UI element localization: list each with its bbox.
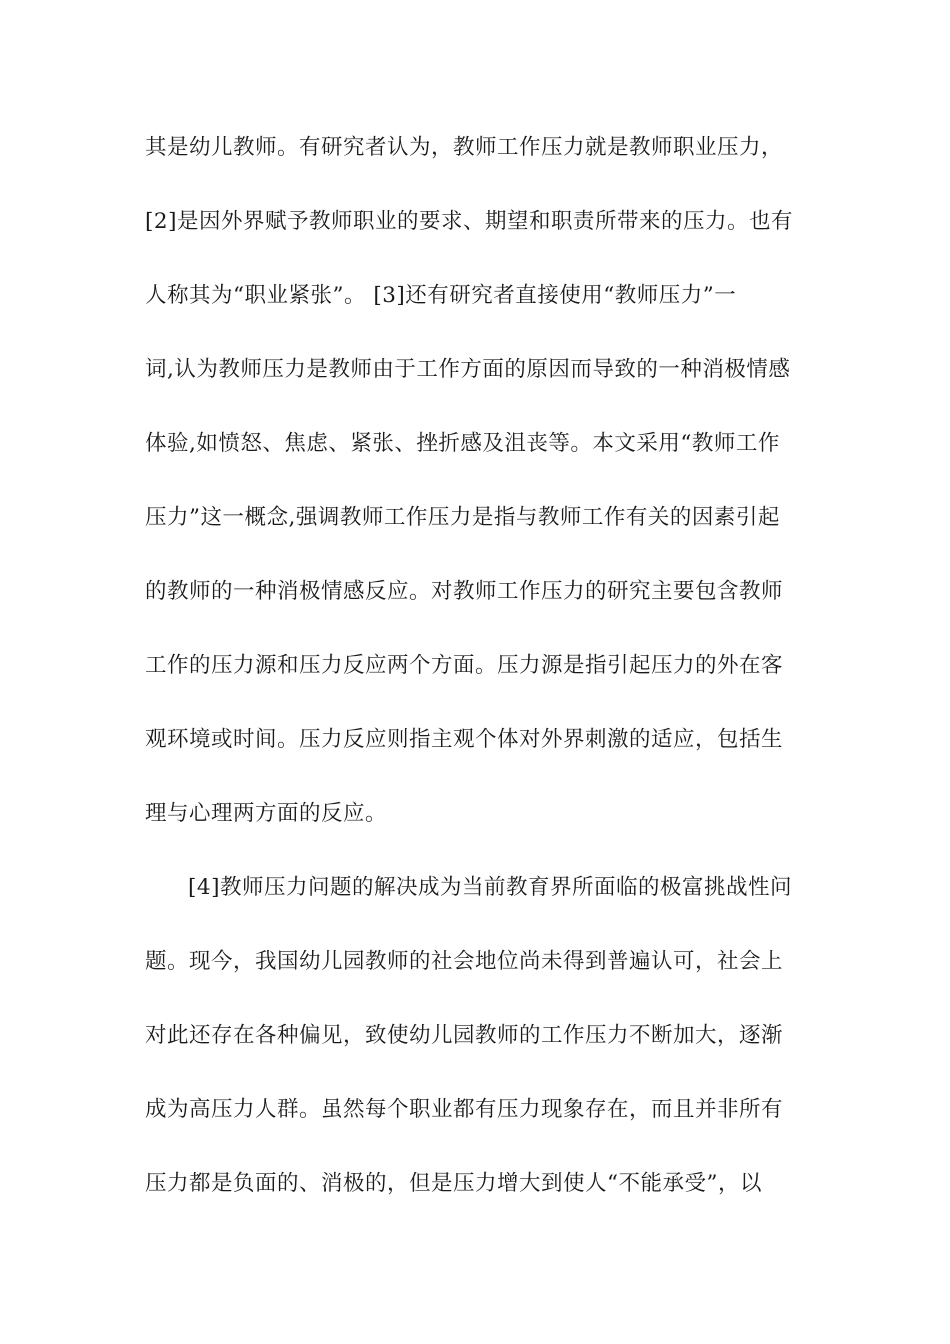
text-line: 的教师的一种消极情感反应。对教师工作压力的研究主要包含教师 bbox=[145, 579, 784, 604]
text-line: 体验,如愤怒、焦虑、紧张、挫折感及沮丧等。本文采用“教师工作 bbox=[145, 431, 780, 456]
text-line: 人称其为“职业紧张”。 [3]还有研究者直接使用“教师压力”一 bbox=[145, 283, 737, 308]
text-line: 压力都是负面的、消极的，但是压力增大到使人“不能承受”，以 bbox=[145, 1171, 762, 1196]
text-line: 工作的压力源和压力反应两个方面。压力源是指引起压力的外在客 bbox=[145, 653, 784, 678]
text-line: 观环境或时间。压力反应则指主观个体对外界刺激的适应，包括生 bbox=[145, 727, 784, 752]
text-line: [2]是因外界赋予教师职业的要求、期望和职责所带来的压力。也有 bbox=[145, 209, 793, 234]
text-line: 成为高压力人群。虽然每个职业都有压力现象存在，而且并非所有 bbox=[145, 1097, 784, 1122]
paragraph-first-line: [4]教师压力问题的解决成为当前教育界所面临的极富挑战性问 bbox=[188, 875, 792, 900]
text-line: 题。现今，我国幼儿园教师的社会地位尚未得到普遍认可，社会上 bbox=[145, 949, 784, 974]
text-line: 理与心理两方面的反应。 bbox=[145, 801, 388, 826]
text-line: 压力”这一概念,强调教师工作压力是指与教师工作有关的因素引起 bbox=[145, 505, 780, 530]
body-text bbox=[145, 126, 810, 1236]
text-line: 词,认为教师压力是教师由于工作方面的原因而导致的一种消极情感 bbox=[145, 357, 791, 382]
text-line: 对此还存在各种偏见，致使幼儿园教师的工作压力不断加大，逐渐 bbox=[145, 1023, 784, 1048]
text-line: 其是幼儿教师。有研究者认为，教师工作压力就是教师职业压力， bbox=[145, 135, 784, 160]
